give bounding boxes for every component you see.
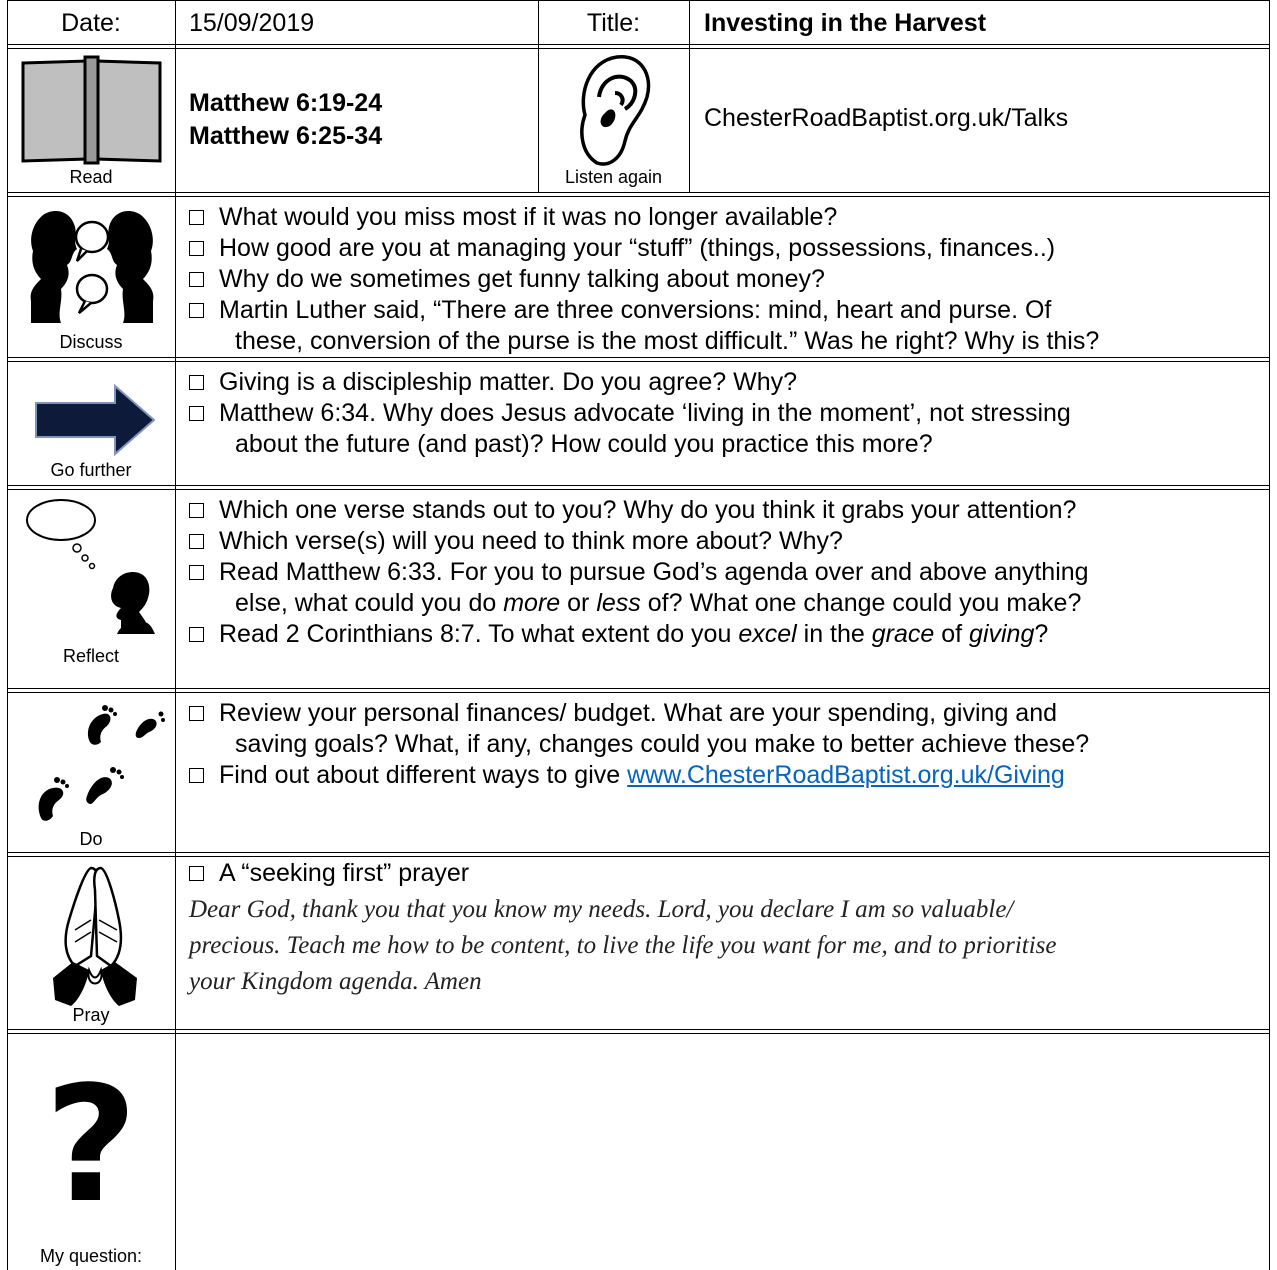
emphasis: giving xyxy=(969,620,1035,648)
discuss-list xyxy=(189,202,1099,357)
study-sheet xyxy=(7,0,1270,1270)
question-text: Which verse(s) will you need to think more about? Why? xyxy=(219,527,843,555)
question-text: A “seeking first” prayer xyxy=(219,859,470,887)
emphasis: less xyxy=(596,589,641,617)
footprints-icon xyxy=(27,700,167,830)
checkbox[interactable] xyxy=(189,768,204,783)
question-text: How good are you at managing your “stuff” (things, possessions, finances..) xyxy=(219,234,1056,262)
emphasis: more xyxy=(503,589,561,617)
list-item xyxy=(189,202,1099,233)
text-run: or xyxy=(560,589,597,617)
passage: Matthew 6:25-34 xyxy=(189,122,383,150)
checkbox[interactable] xyxy=(189,565,204,580)
checkbox[interactable] xyxy=(189,706,204,721)
go-further-caption: Go further xyxy=(50,460,132,480)
emphasis: grace xyxy=(871,620,935,648)
text-run: of? What one change could you make? xyxy=(640,589,1082,617)
rule xyxy=(1269,0,1270,1270)
prayer-line: your Kingdom agenda. Amen xyxy=(189,968,482,995)
question-text: Giving is a discipleship matter. Do you agree? Why? xyxy=(219,368,798,396)
date-value: 15/09/2019 xyxy=(189,9,315,37)
rule xyxy=(7,44,1270,49)
passage: Matthew 6:19-24 xyxy=(189,89,383,117)
list-item xyxy=(189,698,1089,729)
list-item xyxy=(189,295,1099,326)
read-caption: Read xyxy=(69,167,113,187)
page-title: Investing in the Harvest xyxy=(704,9,987,37)
question-mark-icon: ? xyxy=(44,1051,138,1238)
question-text: Why do we sometimes get funny talking about money? xyxy=(219,265,825,293)
question-text: Read Matthew 6:33. For you to pursue God’s agenda over and above anything xyxy=(219,558,1089,586)
discuss-caption: Discuss xyxy=(59,332,123,352)
rule xyxy=(7,485,1270,490)
checkbox[interactable] xyxy=(189,406,204,421)
title-label: Title: xyxy=(586,9,641,37)
list-item-continued: these, conversion of the purse is the most difficult.” Was he right? Why is this? xyxy=(235,327,1100,355)
do-caption: Do xyxy=(79,829,103,849)
prayer-line: Dear God, thank you that you know my needs. Lord, you declare I am so valuable/ xyxy=(189,896,1014,923)
checkbox[interactable] xyxy=(189,375,204,390)
pray-list xyxy=(189,858,1056,1000)
checkbox[interactable] xyxy=(189,627,204,642)
text-run: in the xyxy=(796,620,872,648)
list-item-continued: saving goals? What, if any, changes could you make to better achieve these? xyxy=(235,730,1090,758)
question-text: Martin Luther said, “There are three conversions: mind, heart and purse. Of xyxy=(219,296,1052,324)
reflect-list xyxy=(189,495,1089,650)
my-question-area[interactable] xyxy=(176,1034,1269,1270)
date-label: Date: xyxy=(61,9,121,37)
text-run: else, what could you do xyxy=(235,589,497,617)
list-item xyxy=(189,557,1089,588)
list-item xyxy=(189,526,1089,557)
rule xyxy=(7,357,1270,362)
checkbox[interactable] xyxy=(189,866,204,881)
praying-hands-icon xyxy=(45,860,145,1015)
question-text: What would you miss most if it was no longer available? xyxy=(219,203,838,231)
list-item-continued: about the future (and past)? How could you practice this more? xyxy=(235,430,933,458)
list-item xyxy=(189,233,1099,264)
question-text: Find out about different ways to give xyxy=(219,761,628,789)
list-item xyxy=(189,858,1056,889)
rule xyxy=(689,0,690,193)
rule xyxy=(7,0,1270,1)
checkbox[interactable] xyxy=(189,503,204,518)
listen-caption: Listen again xyxy=(564,167,663,187)
prayer-line: precious. Teach me how to be content, to live the life you want for me, and to prioritise xyxy=(189,932,1057,959)
do-list xyxy=(189,698,1089,791)
discuss-icon xyxy=(27,205,157,330)
question-text: Which one verse stands out to you? Why do you think it grabs your attention? xyxy=(219,496,1077,524)
go-further-list xyxy=(189,367,1071,460)
list-item-continued xyxy=(189,588,1089,619)
emphasis: excel xyxy=(738,620,797,648)
arrow-right-icon xyxy=(33,383,157,462)
question-caption: My question: xyxy=(39,1246,143,1266)
text-run: ? xyxy=(1034,620,1049,648)
reflect-caption: Reflect xyxy=(62,646,120,666)
checkbox[interactable] xyxy=(189,303,204,318)
question-text: Matthew 6:34. Why does Jesus advocate ‘living in the moment’, not stressing xyxy=(219,399,1071,427)
text-run: of xyxy=(934,620,970,648)
list-item xyxy=(189,264,1099,295)
talks-link[interactable]: ChesterRoadBaptist.org.uk/Talks xyxy=(704,104,1069,132)
checkbox[interactable] xyxy=(189,272,204,287)
rule xyxy=(7,192,1270,197)
book-icon xyxy=(19,55,164,170)
thinking-person-icon xyxy=(25,496,165,641)
question-text: Review your personal finances/ budget. What are your spending, giving and xyxy=(219,699,1058,727)
checkbox[interactable] xyxy=(189,210,204,225)
list-item xyxy=(189,398,1071,429)
ear-icon xyxy=(575,53,655,173)
text-run: Read 2 Corinthians 8:7. To what extent do you xyxy=(219,620,739,648)
list-item xyxy=(189,367,1071,398)
rule xyxy=(7,852,1270,857)
giving-link[interactable]: www.ChesterRoadBaptist.org.uk/Giving xyxy=(627,761,1065,789)
passages xyxy=(189,87,382,153)
rule xyxy=(7,688,1270,693)
prayer-text xyxy=(189,892,1056,1000)
checkbox[interactable] xyxy=(189,534,204,549)
checkbox[interactable] xyxy=(189,241,204,256)
pray-caption: Pray xyxy=(72,1005,110,1025)
list-item xyxy=(189,619,1089,650)
list-item xyxy=(189,495,1089,526)
list-item xyxy=(189,760,1089,791)
